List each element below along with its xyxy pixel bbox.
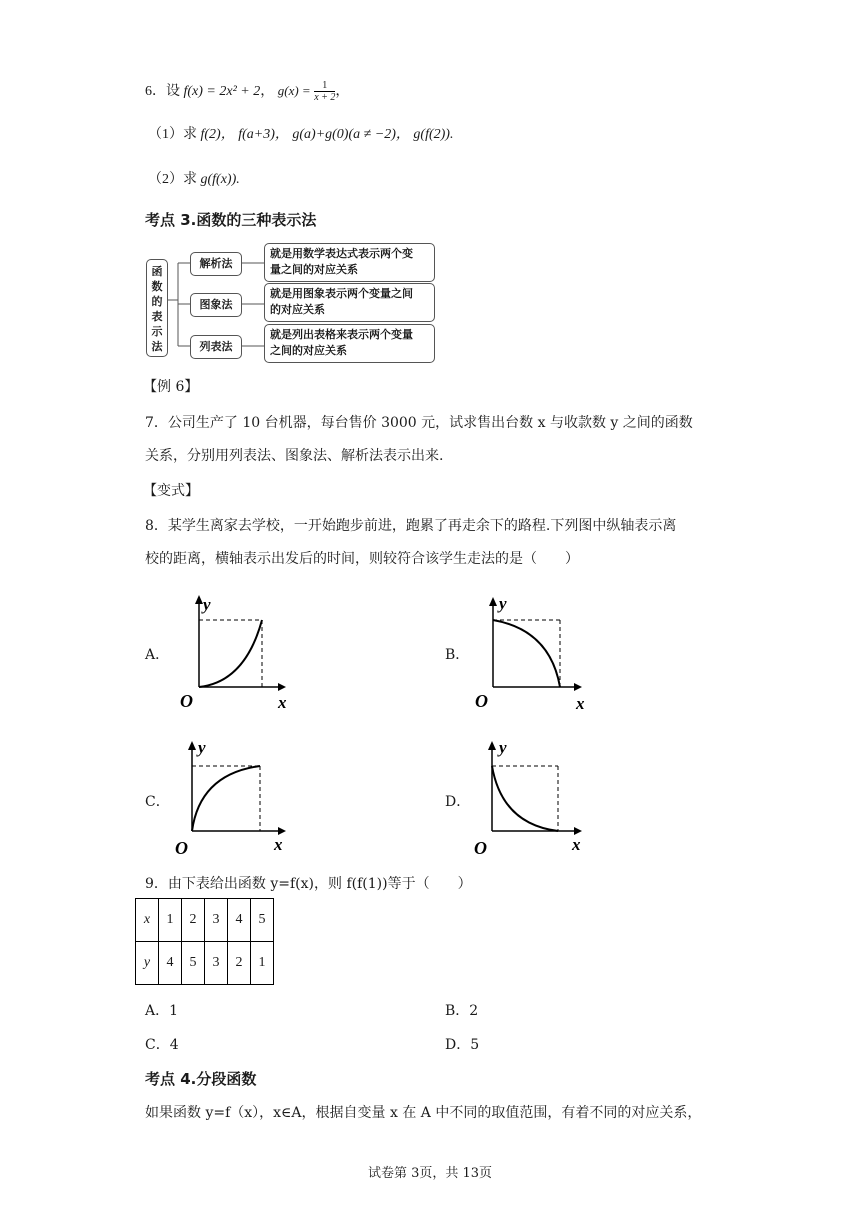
q6-g-lhs: g(x) = [277, 83, 311, 98]
option-a-x-arrow [278, 683, 286, 691]
q9-table [135, 898, 274, 985]
table-cell: y [136, 942, 159, 985]
section4-title: 考点 4.分段函数 [145, 1070, 257, 1088]
option-d-curve [492, 766, 558, 831]
q6-part2-items: g(f(x)). [200, 172, 240, 187]
option-d-x-label: x [572, 835, 581, 854]
option-a-curve [199, 620, 262, 687]
option-a-origin: O [180, 691, 193, 711]
option-b-y-arrow [489, 597, 497, 606]
table-cell: 4 [159, 942, 182, 985]
option-c-y-arrow [188, 741, 196, 750]
q9-choice-d[interactable]: D．5 [445, 1037, 480, 1053]
option-b-label[interactable]: B． [445, 647, 470, 663]
q9-choice-b[interactable]: B．2 [445, 1003, 479, 1019]
option-c-label[interactable]: C． [145, 794, 170, 810]
table-cell: 1 [251, 942, 274, 985]
method-graphic-label: 图象法 [199, 298, 233, 311]
option-a-x-label: x [278, 693, 287, 712]
option-a-graph[interactable] [170, 590, 300, 715]
example6-tag: 【例 6】 [143, 379, 199, 395]
variant-tag: 【变式】 [143, 483, 199, 499]
q9-choice-c[interactable]: C．4 [145, 1037, 179, 1053]
table-cell: 2 [228, 942, 251, 985]
option-b-curve [493, 620, 560, 687]
table-cell: 4 [228, 899, 251, 942]
table-row [136, 942, 274, 985]
q6-g-numerator: 1 [314, 80, 335, 92]
q6-tail: ， [335, 84, 350, 99]
option-c-curve [192, 766, 260, 831]
option-d-origin: O [474, 838, 487, 858]
option-d-y-arrow [488, 741, 496, 750]
table-cell: 3 [205, 942, 228, 985]
table-cell: 3 [205, 899, 228, 942]
option-d-x-arrow [574, 827, 582, 835]
table-cell: 5 [251, 899, 274, 942]
q6-part1-items: f(2)， f(a+3)， g(a)+g(0)(a ≠ −2)， g(f(2)). [200, 127, 454, 142]
method-tabular-desc-line1: 就是列出表格来表示两个变量 [270, 328, 413, 341]
diagram-root-label: 函数的表示法 [151, 265, 163, 353]
method-analytic-desc [264, 243, 435, 282]
method-graphic [190, 293, 242, 317]
option-a-label[interactable]: A． [145, 647, 170, 663]
method-tabular-desc [264, 324, 435, 363]
option-c-y-label: y [198, 738, 206, 757]
option-a-y-arrow [195, 595, 203, 604]
q8-line2: 校的距离，横轴表示出发后的时间，则较符合该学生走法的是（ ） [145, 551, 579, 567]
table-cell: 2 [182, 899, 205, 942]
q9-choice-a[interactable]: A．1 [145, 1003, 179, 1019]
method-graphic-desc-line1: 就是用图象表示两个变量之间 [270, 287, 413, 300]
method-analytic-desc-line2: 量之间的对应关系 [270, 263, 358, 276]
option-d-label[interactable]: D． [445, 794, 471, 810]
option-a-y-label: y [203, 595, 211, 614]
q6-line1 [145, 80, 349, 103]
option-c-x-arrow [278, 827, 286, 835]
method-tabular [190, 335, 242, 359]
q6-g-fraction [314, 80, 335, 103]
method-graphic-desc-line2: 的对应关系 [270, 303, 325, 316]
method-analytic-desc-line1: 就是用数学表达式表示两个变 [270, 247, 413, 260]
option-b-graph[interactable] [470, 590, 600, 715]
q6-f-definition: f(x) = 2x² + 2 [183, 84, 261, 99]
option-d-graph[interactable] [470, 734, 600, 859]
option-c-graph[interactable] [170, 734, 300, 859]
method-tabular-desc-line2: 之间的对应关系 [270, 344, 347, 357]
method-analytic-label: 解析法 [199, 257, 233, 270]
option-b-x-label: x [576, 694, 585, 713]
q6-number: 6．设 [145, 84, 180, 99]
q6-g-denominator: x + 2 [314, 92, 336, 104]
option-d-y-label: y [499, 738, 507, 757]
q7-line2: 关系，分别用列表法、图象法、解析法表示出来. [145, 448, 444, 464]
section4-text: 如果函数 y=f（x），x∈A，根据自变量 x 在 A 中不同的取值范围，有着不同的对应关系， [145, 1105, 702, 1121]
option-c-x-label: x [274, 835, 283, 854]
option-b-y-label: y [499, 594, 507, 613]
q6-separator: ， [260, 84, 275, 99]
q6-part2 [148, 168, 240, 188]
table-cell: 5 [182, 942, 205, 985]
table-cell: 1 [159, 899, 182, 942]
q6-part2-label: （2）求 [148, 172, 197, 187]
table-cell: x [136, 899, 159, 942]
method-tabular-label: 列表法 [199, 340, 233, 353]
q8-line1: 8．某学生离家去学校，一开始跑步前进，跑累了再走余下的路程.下列图中纵轴表示离 [145, 518, 677, 534]
q7-line1: 7．公司生产了 10 台机器，每台售价 3000 元，试求售出台数 x 与收款数 y 之间的函数 [145, 415, 693, 431]
diagram-root [146, 259, 168, 357]
table-row [136, 899, 274, 942]
method-graphic-desc [264, 283, 435, 322]
q6-part1 [148, 123, 453, 143]
q9-stem: 9．由下表给出函数 y=f(x)，则 f(f(1))等于（ ） [145, 876, 472, 892]
option-b-x-arrow [574, 683, 582, 691]
option-c-origin: O [175, 838, 188, 858]
q6-part1-label: （1）求 [148, 127, 197, 142]
page-footer: 试卷第 3页，共 13页 [367, 1166, 493, 1181]
option-b-origin: O [475, 691, 488, 711]
section3-title: 考点 3.函数的三种表示法 [145, 211, 317, 229]
method-analytic [190, 252, 242, 276]
